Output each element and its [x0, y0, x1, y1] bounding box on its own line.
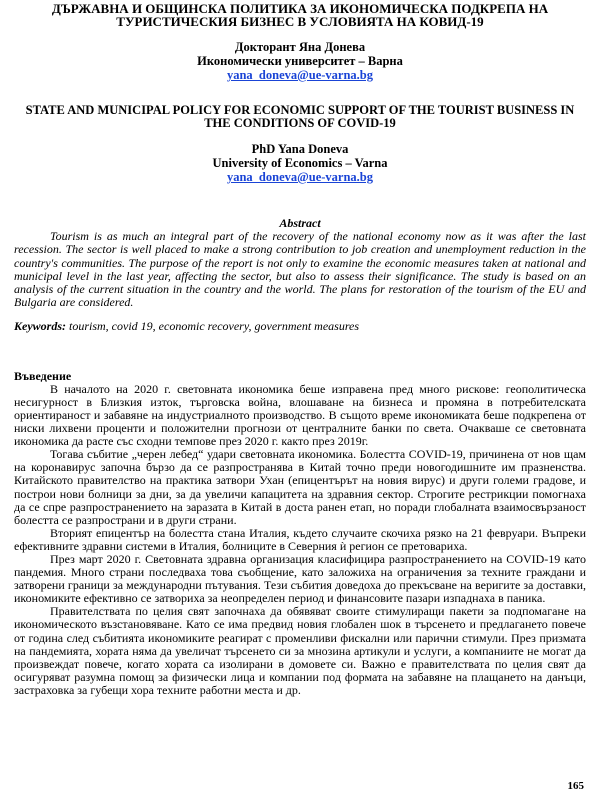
intro-paragraph: В началото на 2020 г. световната икономика беше изправена пред много рискове: геополитическа несигурност в Близкия изток, търговска война, влошаване на бизнеса и промяна в потребителската ориентираност и забавяне на индустриалното производство. В същото време икономиката беше подкрепена от ниски лихвени проценти и положителни прогнози от централните банки по света. Очакваше се световната икономика да расте със сходни темпове през 2020 г. както през 2019г. — [14, 381, 586, 449]
intro-paragraph: Тогава събитие „черен лебед“ удари световната икономика. Болестта COVID-19, причинена от нов щам на коронавирус започна бързо да се разпространява в Китай точно преди новогодишните им празненства. Китайското правителство на практика затвори Ухан (епицентърът на новия вирус) и други големи градове, и построи нови болници за дни, за да увеличи капацитета на здравния сектор. Строгите рестрикции помогнаха да се спре разпространението на заразата в Китай в доста ранен етап, но поради глобалната взаимосвързаност болестта се разпространи и в други страни. — [14, 447, 586, 527]
paper-title-en: STATE AND MUNICIPAL POLICY FOR ECONOMIC SUPPORT OF THE TOURIST BUSINESS IN THE CONDITIONS OF COVID-19 — [25, 103, 575, 130]
paper-title-bg: ДЪРЖАВНА И ОБЩИНСКА ПОЛИТИКА ЗА ИКОНОМИЧЕСКА ПОДКРЕПА НА ТУРИСТИЧЕСКИЯ БИЗНЕС В УСЛОВИЯТА НА КОВИД-19 — [51, 1, 549, 29]
intro-paragraph: Вторият епицентър на болестта стана Италия, където случаите скочиха рязко на 21 февруари. Въпреки ефективните здравни системи в Италия, болниците в Северния ѝ регион се претовариха. — [14, 525, 586, 553]
page-number: 165 — [567, 780, 584, 792]
affiliation-en: University of Economics – Varna — [212, 156, 388, 170]
author-name-bg: Докторант Яна Донева — [234, 40, 366, 54]
email-link-bg[interactable]: yana_doneva@ue-varna.bg — [226, 68, 374, 82]
intro-paragraph: През март 2020 г. Световната здравна организация класифицира разпространението на COVID-19 като пандемия. Много страни последваха това съобщение, като заложиха на ограничения за техните граждани и затворени граници за международни пътувания. Тези събития доведоха до прекъсване на веригите за доставки, икономиките ефективно се затвориха за неопределен период и финансовите пазари изпаднаха в паника. — [14, 552, 586, 606]
keywords-text: tourism, covid 19, economic recovery, government measures — [69, 318, 360, 333]
author-name-en: PhD Yana Doneva — [251, 142, 349, 156]
intro-paragraph: Правителствата по целия свят започнаха да обявяват своите стимулиращи пакети за подпомагане на икономическото възстановяване. Като се има предвид новия глобален шок в търсенето и предлагането повече от година след събитията икономиките реагират с променливи фискални или парични стимули. През призмата на пандемията, хората няма да увеличат търсенето си за мнозина артикули и услуги, а компаниите не могат да произвеждат повече, когато хората са изолирани в домовете си. Важно е правителствата по целия свят да осигуряват разумна помощ за физически лица и компании под формата на забавяне на плащането на данъци, застраховка за губещи хора техните работни места и др. — [14, 604, 586, 697]
keywords-label: Keywords: — [14, 318, 66, 333]
abstract-heading: Abstract — [279, 216, 321, 230]
header-en — [14, 104, 586, 184]
section-heading-intro: Въведение — [14, 368, 72, 383]
affiliation-bg: Икономически университет – Варна — [197, 54, 403, 68]
email-link-en[interactable]: yana_doneva@ue-varna.bg — [226, 170, 374, 184]
author-block-bg — [14, 40, 586, 82]
header-bg — [14, 2, 586, 82]
author-block-en — [14, 142, 586, 184]
keywords-line — [14, 319, 586, 333]
abstract-text: Tourism is as much an integral part of the recovery of the national economy now as it was after the last recession. The sector is well placed to make a strong contribution to job creation and unemployment reduction in the country's communities. The purpose of the report is not only to examine the economic measures taken at national and municipal level in the last year, affecting the sector, but also to assess their significance. The study is based on an analysis of the current situation in the country and the world. The plans for restoration of the tourism of the EU and Bulgaria are considered. — [14, 229, 586, 310]
